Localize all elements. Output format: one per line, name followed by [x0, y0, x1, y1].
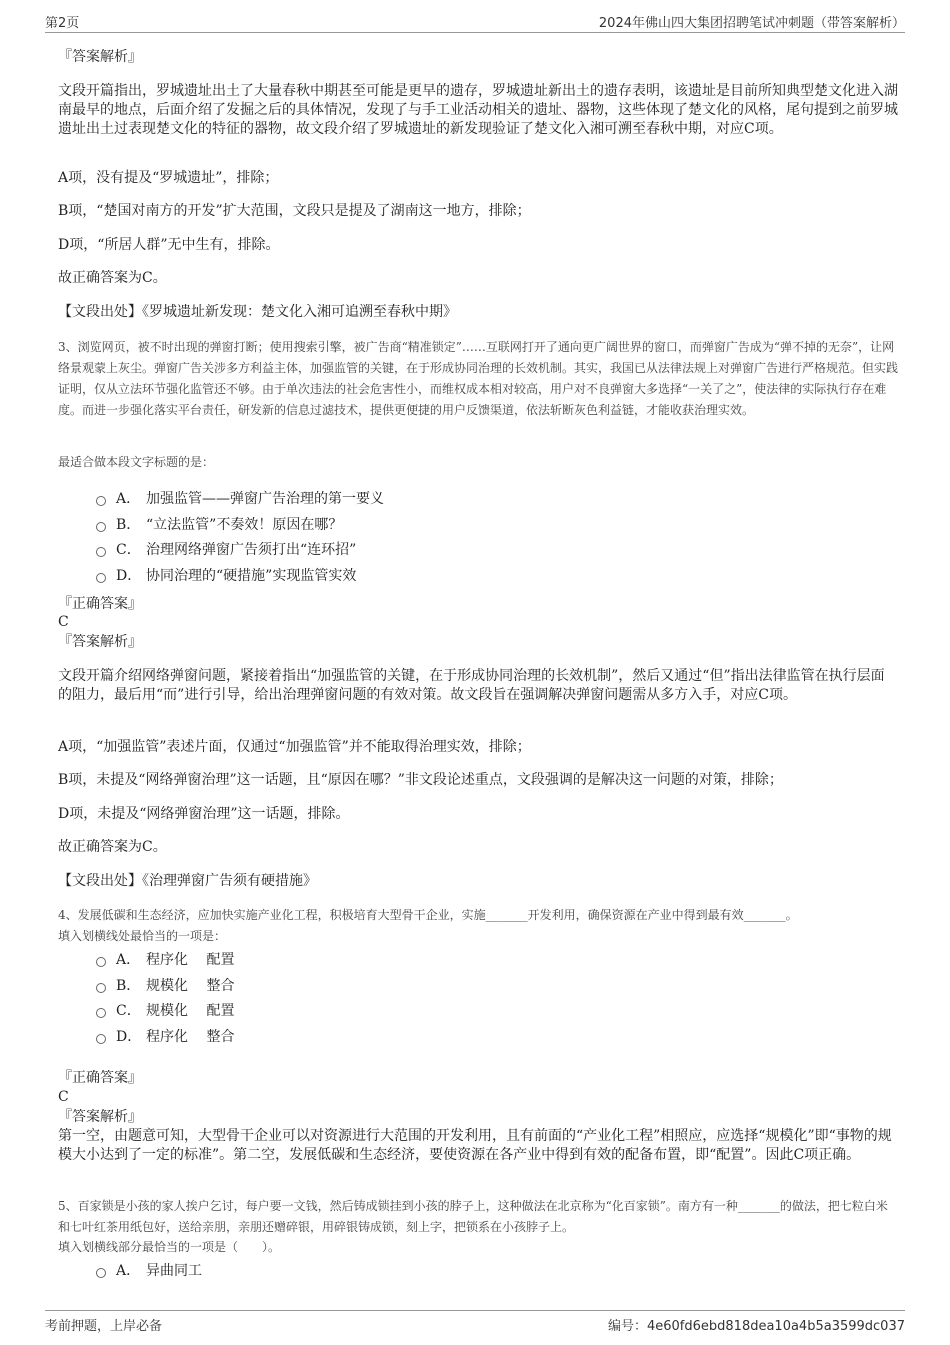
q4-option-a[interactable]: A． 程序化 配置 [96, 946, 596, 972]
q3-source: 【文段出处】《治理弹窗广告须有硬措施》 [58, 873, 317, 889]
q5-stem: 5、百家锁是小孩的家人挨户乞讨，每户要一文钱，然后铸成锁挂到小孩的脖子上，这种做法在北京称为“化百家锁”。南方有一种_______的做法，把七粒白米和七叶红茶用纸包好，送给亲朋，亲朋还赠碎银，用碎银铸成锁，刻上字，把锁系在小孩脖子上。 [58, 1199, 888, 1234]
q3-option-d[interactable]: D． 协同治理的“硬措施”实现监管实效 [96, 562, 596, 588]
q4-stem: 4、发展低碳和生态经济，应加快实施产业化工程，积极培育大型骨干企业，实施_______开发利用，确保资源在产业中得到最有效_______。 [58, 908, 798, 922]
q5-option-a[interactable]: A． 异曲同工 [96, 1257, 596, 1283]
radio-icon[interactable] [96, 1034, 106, 1044]
footer-slogan: 考前押题，上岸必备 [45, 1319, 163, 1334]
page-footer [45, 1310, 905, 1335]
q2-option-d-note: D项，“所居人群”无中生有，排除。 [58, 237, 280, 253]
page-header [45, 10, 905, 33]
q4-answer: C [58, 1089, 69, 1105]
radio-icon[interactable] [96, 957, 106, 967]
q3-option-a[interactable]: A． 加强监管——弹窗广告治理的第一要义 [96, 485, 596, 511]
q2-source: 【文段出处】《罗城遗址新发现：楚文化入湘可追溯至春秋中期》 [58, 304, 457, 320]
q3-option-b-note: B项，未提及“网络弹窗治理”这一话题，且“原因在哪？”非文段论述重点，文段强调的是解决这一问题的对策，排除； [58, 772, 783, 788]
radio-icon[interactable] [96, 522, 106, 532]
radio-icon[interactable] [96, 573, 106, 583]
q4-option-b[interactable]: B． 规模化 整合 [96, 972, 596, 998]
q4-option-c[interactable]: C． 规模化 配置 [96, 997, 596, 1023]
radio-icon[interactable] [96, 547, 106, 557]
q4-analysis-label: 『答案解析』 [58, 1109, 142, 1125]
q4-option-d[interactable]: D． 程序化 整合 [96, 1023, 596, 1049]
q2-option-a-note: A项，没有提及“罗城遗址”，排除； [58, 170, 279, 186]
q5-options [96, 1257, 596, 1283]
q4-options [96, 946, 596, 1049]
q3-answer: C [58, 614, 69, 630]
q3-answer-label: 『正确答案』 [58, 596, 142, 612]
radio-icon[interactable] [96, 1008, 106, 1018]
q3-option-a-note: A项，“加强监管”表述片面，仅通过“加强监管”并不能取得治理实效，排除； [58, 739, 531, 755]
document-title: 2024年佛山四大集团招聘笔试冲刺题（带答案解析） [598, 16, 905, 31]
q2-conclusion: 故正确答案为C。 [58, 270, 167, 286]
q4-analysis-text: 第一空，由题意可知，大型骨干企业可以对资源进行大范围的开发利用，且有前面的“产业化工程”相照应，应选择“规模化”即“事物的规模大小达到了一定的标准”。第二空，发展低碳和生态经济，要使资源在各产业中得到有效的配备布置，即“配置”。因此C项正确。 [58, 1128, 892, 1163]
q3-analysis-label: 『答案解析』 [58, 634, 142, 650]
q3-question: 最适合做本段文字标题的是： [58, 455, 215, 469]
radio-icon[interactable] [96, 983, 106, 993]
q2-analysis-label: 『答案解析』 [58, 49, 142, 65]
q3-option-c[interactable]: C． 治理网络弹窗广告须打出“连环招” [96, 536, 596, 562]
q2-option-b-note: B项，“楚国对南方的开发”扩大范围，文段只是提及了湖南这一地方，排除； [58, 203, 531, 219]
q3-option-b[interactable]: B． “立法监管”不奏效！原因在哪？ [96, 511, 596, 537]
q3-options [96, 485, 596, 588]
radio-icon[interactable] [96, 496, 106, 506]
q2-analysis-text: 文段开篇指出，罗城遗址出土了大量春秋中期甚至可能是更早的遗存，罗城遗址新出土的遗存表明，该遗址是目前所知典型楚文化进入湖南最早的地点，后面介绍了发掘之后的具体情况，发现了与手工业活动相关的遗址、器物，这些体现了楚文化的风格，尾句提到之前罗城遗址出土过表现楚文化的特征的器物，故文段介绍了罗城遗址的新发现验证了楚文化入湘可溯至春秋中期，对应C项。 [58, 83, 898, 137]
document-code: 编号：4e60fd6ebd818dea10a4b5a3599dc037 [607, 1319, 905, 1334]
page-number: 第2页 [45, 16, 80, 31]
q3-conclusion: 故正确答案为C。 [58, 839, 167, 855]
q3-stem: 3、浏览网页，被不时出现的弹窗打断；使用搜索引擎，被广告商“精准锁定”……互联网打开了通向更广阔世界的窗口，而弹窗广告成为“弹不掉的无奈”，让网络景观蒙上灰尘。弹窗广告关涉多方利益主体，加强监管的关键，在于形成协同治理的长效机制。其实，我国已从法律法规上对弹窗广告进行严格规范。但实践证明，仅从立法环节强化监管还不够。由于单次违法的社会危害性小，而维权成本相对较高，用户对不良弹窗大多选择“一关了之”，使法律的实际执行存在难度。而进一步强化落实平台责任，研发新的信息过滤技术，提供更便捷的用户反馈渠道，依法斩断灰色利益链，才能收获治理实效。 [58, 340, 899, 417]
radio-icon[interactable] [96, 1268, 106, 1278]
q5-question: 填入划横线部分最恰当的一项是（ ）。 [58, 1240, 281, 1254]
q3-option-d-note: D项，未提及“网络弹窗治理”这一话题，排除。 [58, 806, 350, 822]
q4-question: 填入划横线处最恰当的一项是： [58, 929, 227, 943]
q3-analysis-text: 文段开篇介绍网络弹窗问题，紧接着指出“加强监管的关键，在于形成协同治理的长效机制”，然后又通过“但”指出法律监管在执行层面的阻力，最后用“而”进行引导，给出治理弹窗问题的有效对策。故文段旨在强调解决弹窗问题需从多方入手，对应C项。 [58, 668, 885, 703]
q4-answer-label: 『正确答案』 [58, 1070, 142, 1086]
